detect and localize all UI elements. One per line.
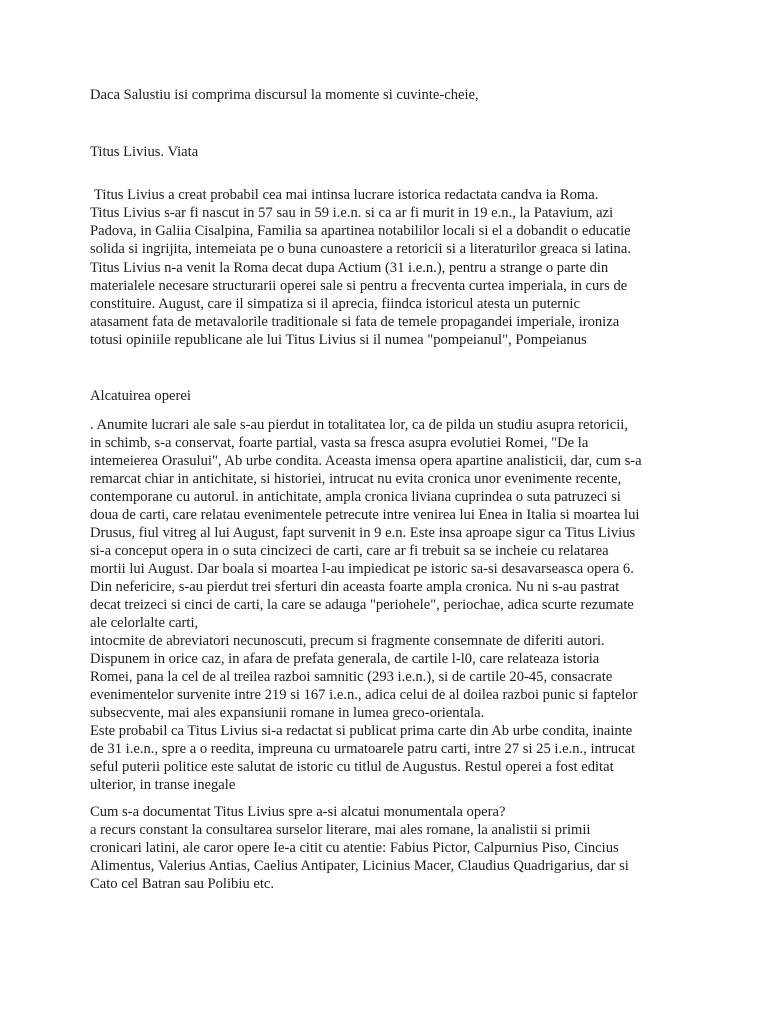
paragraph-line: Cato cel Batran sau Polibiu etc. <box>90 876 274 892</box>
paragraph-line: Romei, pana la cel de al treilea razboi samnitic (293 i.e.n.), si de cartile 20-45, consacrate <box>90 669 613 685</box>
paragraph-line: solida si ingrijita, intemeiata pe o buna cunoastere a retoricii si a literaturilor greaca si latina. <box>90 241 631 257</box>
paragraph-line: seful puterii politice este salutat de istoric cu titlul de Augustus. Restul operei a fost editat <box>90 759 614 775</box>
paragraph-line: si-a conceput opera in o suta cincizeci de carti, care ar fi trebuit sa se incheie cu relatarea <box>90 543 609 559</box>
paragraph-line: ulterior, in transe inegale <box>90 777 236 793</box>
paragraph-line: subsecvente, mai ales expansiunii romane in lumea greco-orientala. <box>90 705 485 721</box>
paragraph-line: Padova, in Galiia Cisalpina, Familia sa apartinea notabililor locali si el a dobandit o educatie <box>90 223 631 239</box>
paragraph-line: Drusus, fiul vitreg al lui August, fapt survenit in 9 e.n. Este insa aproape sigur ca Titus Livius <box>90 525 636 541</box>
paragraph-line: Cum s-a documentat Titus Livius spre a-si alcatui monumentala opera? <box>90 804 506 820</box>
paragraph-line: materialele necesare structurarii operei sale si pentru a frecventa curtea imperiala, in curs de <box>90 278 628 294</box>
paragraph-line: intocmite de abreviatori necunoscuti, precum si fragmente consemnate de diferiti autori. <box>90 633 605 649</box>
paragraph-line: Este probabil ca Titus Livius si-a redactat si publicat prima carte din Ab urbe condita, inainte <box>90 723 633 739</box>
paragraph-line: Titus Livius a creat probabil cea mai intinsa lucrare istorica redactata candva ia Roma. <box>94 187 599 203</box>
paragraph-line: evenimentelor survenite intre 219 si 167 i.e.n., adica celui de al doilea razboi punic si faptelor <box>90 687 638 703</box>
paragraph-line: a recurs constant la consultarea surselor literare, mai ales romane, la analistii si primii <box>90 822 591 838</box>
paragraph-line: in schimb, s-a conservat, foarte partial, vasta sa fresca asupra evolutiei Romei, "De la <box>90 435 589 451</box>
paragraph-line: Titus Livius s-ar fi nascut in 57 sau in 59 i.e.n. si ca ar fi murit in 19 e.n., la Patavium, azi <box>90 205 614 221</box>
paragraph-line: intemeierea Orasului", Ab urbe condita. Aceasta imensa opera apartine analisticii, dar, cum s-a <box>90 453 642 469</box>
paragraph-line: mortii lui August. Dar boala si moartea l-au impiedicat pe istoric sa-si desavarseasca opera 6. <box>90 561 634 577</box>
paragraph-line: contemporane cu autorul. in antichitate, ampla cronica liviana cuprindea o suta patruzeci si <box>90 489 621 505</box>
paragraph-line: decat treizeci si cinci de carti, la care se adauga "periohele", periochae, adica scurte rezumate <box>90 597 634 613</box>
paragraph-line: cronicari latini, ale caror opere Ie-a citit cu atentie: Fabius Pictor, Calpurnius Piso, Cincius <box>90 840 619 856</box>
section-heading-viata: Titus Livius. Viata <box>90 144 199 160</box>
paragraph-line: ale celorlalte carti, <box>90 615 199 631</box>
intro-line: Daca Salustiu isi comprima discursul la momente si cuvinte-cheie, <box>90 87 479 103</box>
paragraph-line: Titus Livius n-a venit la Roma decat dupa Actium (31 i.e.n.), pentru a strange o parte din <box>90 260 609 276</box>
paragraph-line: Alimentus, Valerius Antias, Caelius Antipater, Licinius Macer, Claudius Quadrigarius, dar si <box>90 858 629 874</box>
paragraph-line: Dispunem in orice caz, in afara de prefata generala, de cartile l-l0, care relateaza istoria <box>90 651 600 667</box>
paragraph-line: atasament fata de metavalorile traditionale si fata de temele propagandei imperiale, ironiza <box>90 314 620 330</box>
paragraph-line: . Anumite lucrari ale sale s-au pierdut in totalitatea lor, ca de pilda un studiu asupra retoricii, <box>90 417 628 433</box>
paragraph-line: doua de carti, care relatau evenimentele petrecute intre venirea lui Enea in Italia si moartea lui <box>90 507 640 523</box>
paragraph-line: constituire. August, care il simpatiza si il aprecia, fiindca istoricul atesta un puternic <box>90 296 580 312</box>
paragraph-line: totusi opiniile republicane ale lui Titus Livius si il numea "pompeianul", Pompeianus <box>90 332 587 348</box>
section-heading-opera: Alcatuirea operei <box>90 388 191 404</box>
paragraph-line: Din nefericire, s-au pierdut trei sferturi din aceasta foarte ampla cronica. Nu ni s-au pastrat <box>90 579 620 595</box>
paragraph-line: remarcat chiar in antichitate, si historiei, intrucat nu evita cronica unor evenimente recente, <box>90 471 622 487</box>
paragraph-line: de 31 i.e.n., spre a o reedita, impreuna cu urmatoarele patru carti, intre 27 si 25 i.e.n., intrucat <box>90 741 636 757</box>
